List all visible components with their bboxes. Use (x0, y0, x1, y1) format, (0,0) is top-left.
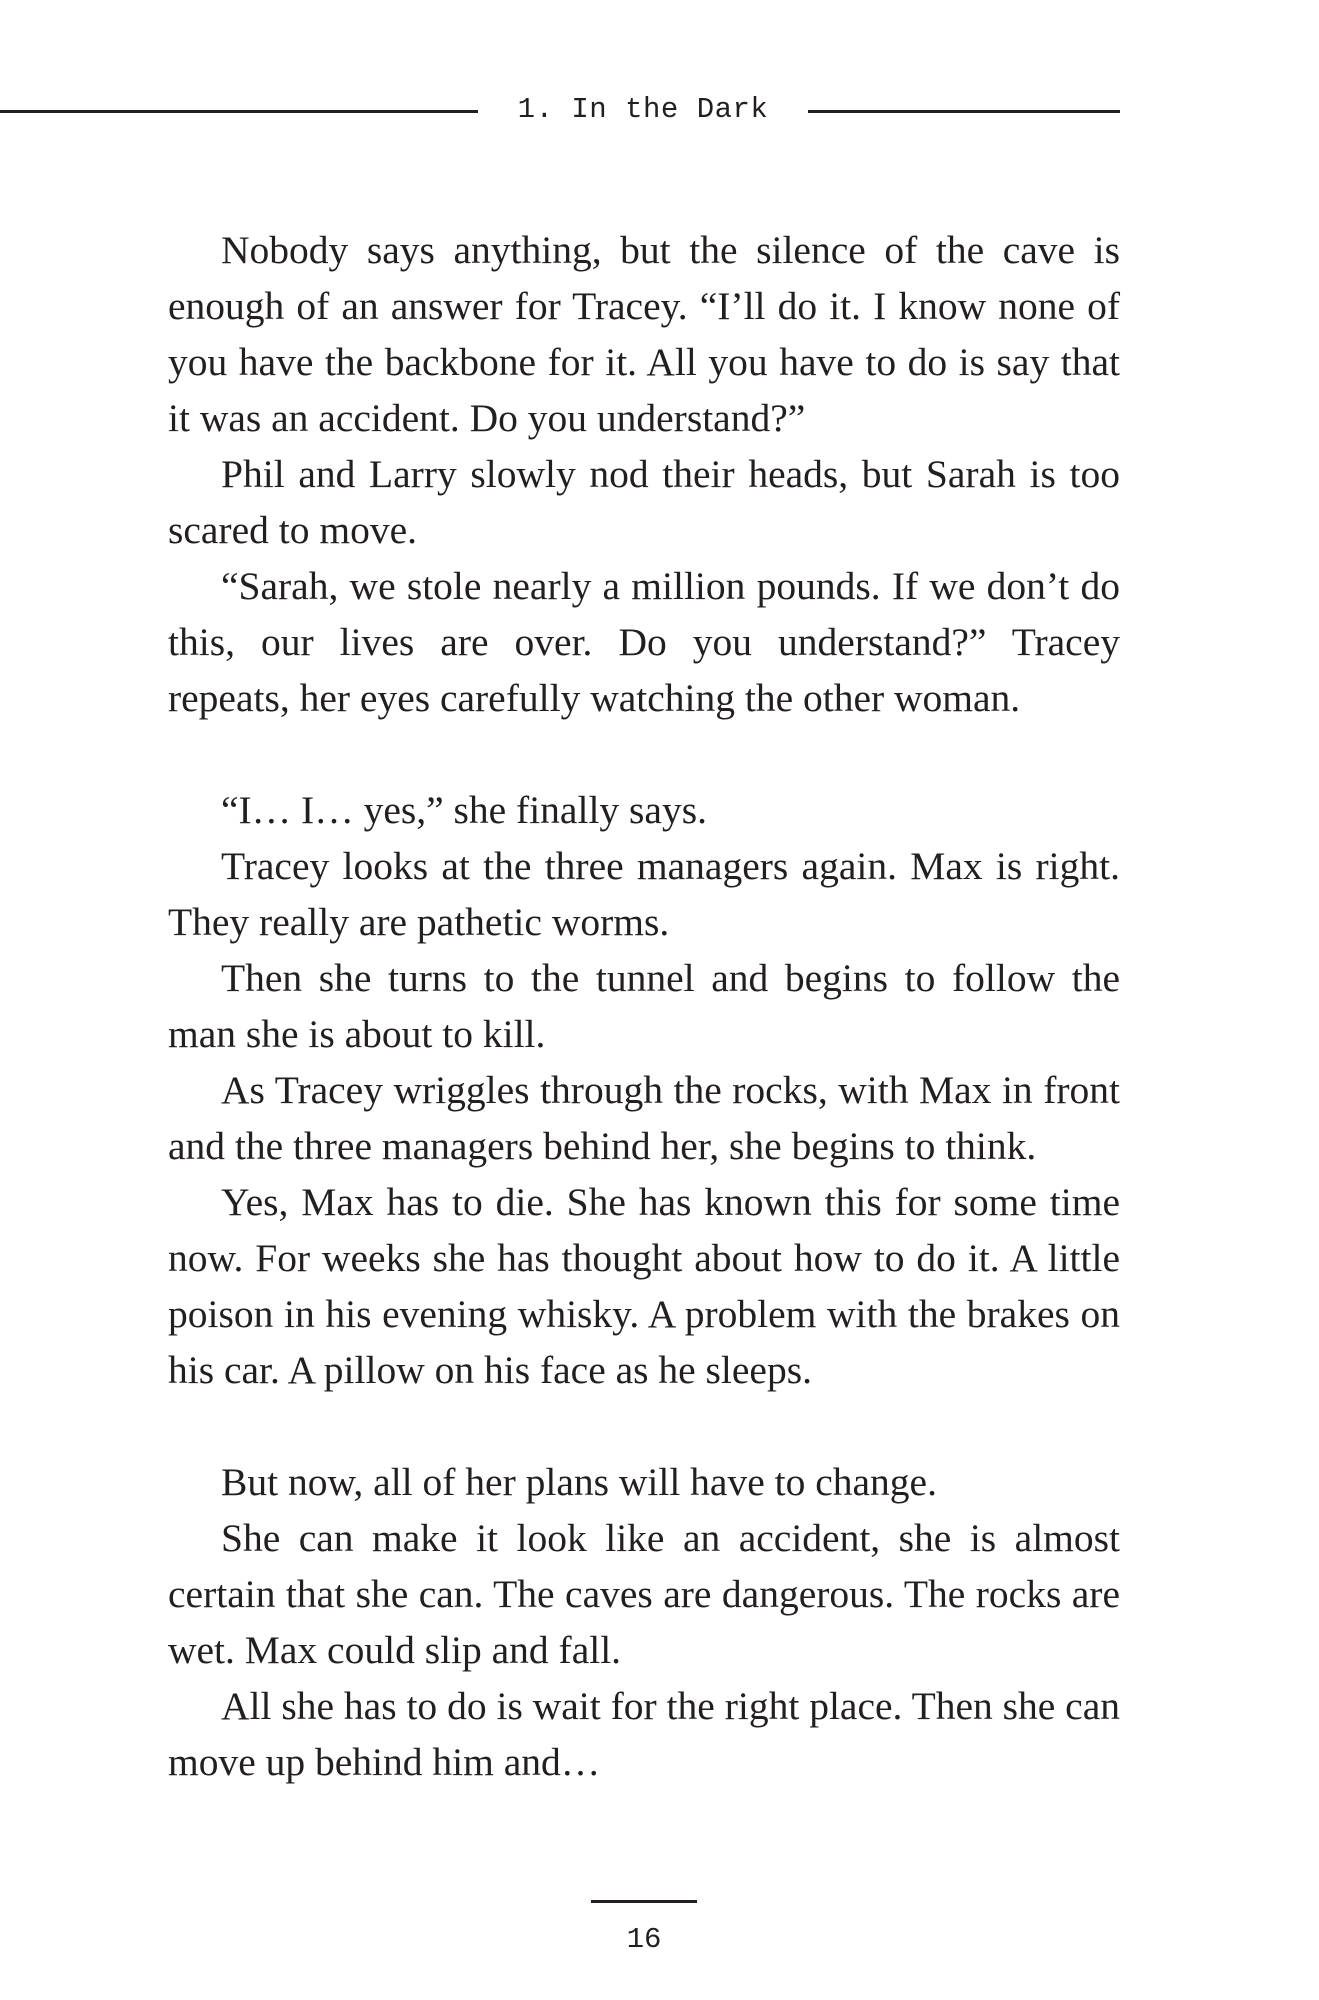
header-rule-left (0, 110, 478, 113)
chapter-title: 1. In the Dark (517, 93, 769, 126)
running-header (0, 88, 1319, 134)
paragraph: Yes, Max has to die. She has known this for some time now. For weeks she has thought about how to do it. A little poison in his evening whisky. A problem with the brakes on his car. A pillow on his face as he sleeps. (168, 1180, 1120, 1392)
footer-rule (591, 1900, 697, 1903)
paragraph: But now, all of her plans will have to change. (221, 1460, 937, 1504)
paragraph: Nobody says anything, but the silence of the cave is enough of an answer for Tracey. “I’ll do it. I know none of you have the backbone for it. All you have to do is say that it was an accident. Do you understand?” (168, 228, 1120, 440)
paragraph: Tracey looks at the three managers again. Max is right. They really are pathetic worms. (168, 844, 1120, 944)
paragraph: “I… I… yes,” she finally says. (221, 788, 707, 832)
paragraph: Phil and Larry slowly nod their heads, but Sarah is too scared to move. (168, 452, 1120, 552)
paragraph: She can make it look like an accident, she is almost certain that she can. The caves are dangerous. The rocks are wet. Max could slip and fall. (168, 1516, 1120, 1672)
paragraph: “Sarah, we stole nearly a million pounds. If we don’t do this, our lives are over. Do you understand?” Tracey repeats, her eyes carefully watching the other woman. (168, 564, 1120, 720)
body-text (168, 222, 1120, 1790)
header-rule-right (808, 110, 1120, 113)
paragraph: Then she turns to the tunnel and begins to follow the man she is about to kill. (168, 956, 1120, 1056)
paragraph: All she has to do is wait for the right place. Then she can move up behind him and… (168, 1684, 1120, 1784)
paragraph: As Tracey wriggles through the rocks, with Max in front and the three managers behind her, she begins to think. (168, 1068, 1120, 1168)
page-number: 16 (626, 1923, 662, 1956)
